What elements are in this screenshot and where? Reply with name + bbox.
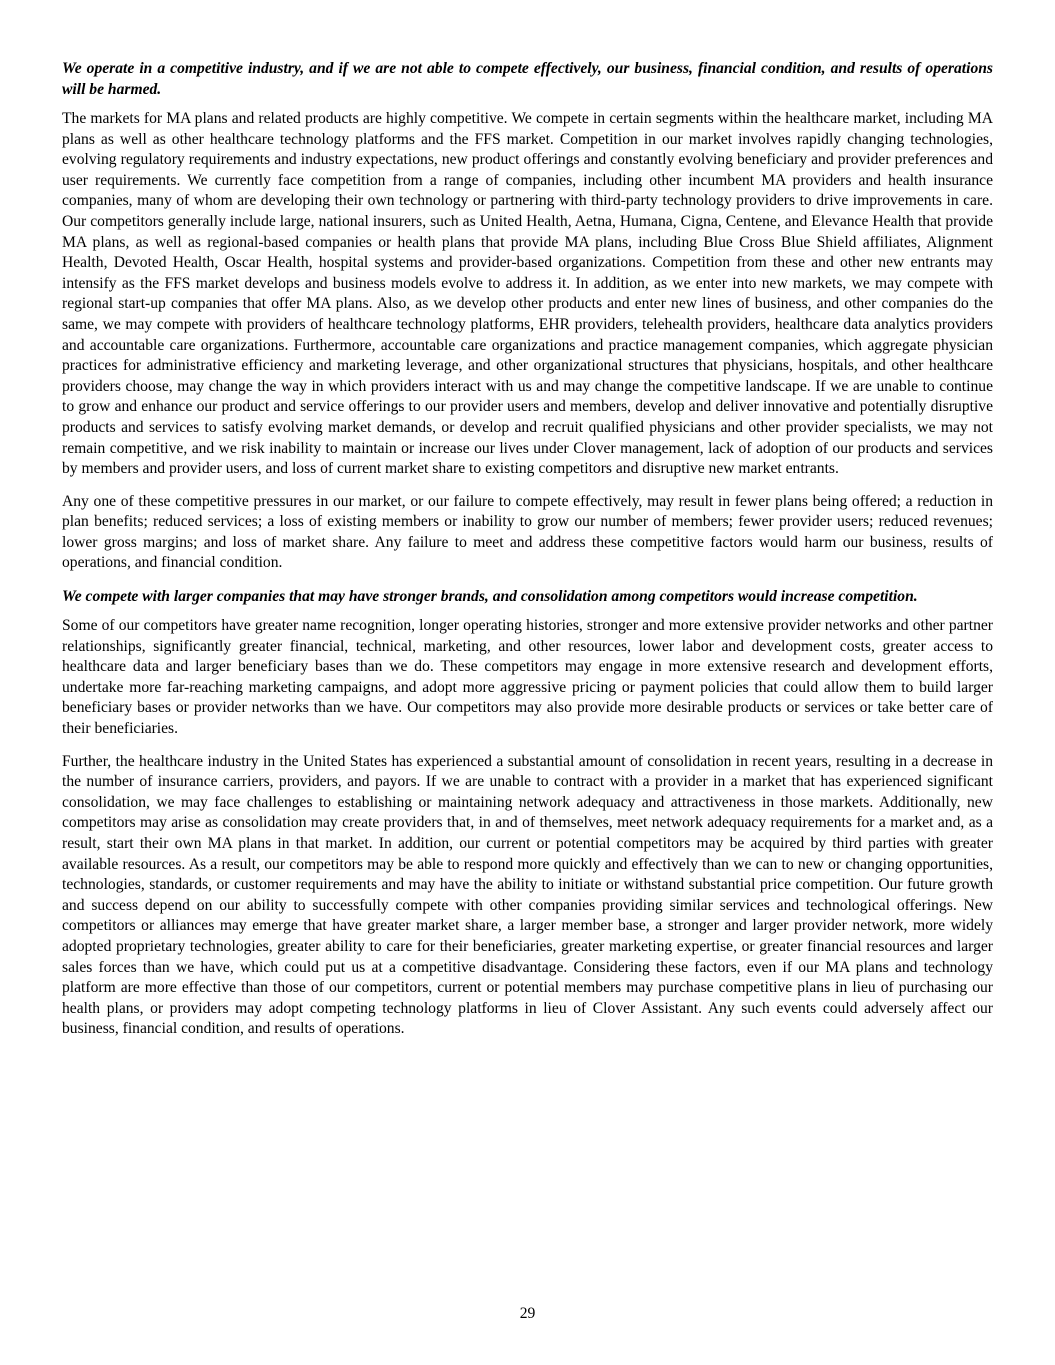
section-heading-larger-companies: We compete with larger companies that may have stronger brands, and consolidation among competitors would increase competition. <box>62 588 918 606</box>
paragraph-competitor-advantages: Some of our competitors have greater name recognition, longer operating histories, stronger and more extensive provider networks and other partner relationships, significantly greater financial, technical, marketing, and other resources, lower labor and development costs, greater access to healthcare data and larger beneficiary bases than we do. These competitors may engage in more extensive research and development efforts, undertake more far-reaching marketing campaigns, and adopt more aggressive pricing or payment policies that could allow them to build larger beneficiary bases or provider networks than we have. Our competitors may also provide more desirable products or services or take better care of their beneficiaries. <box>62 617 993 738</box>
document-page <box>62 58 993 1052</box>
paragraph-industry-consolidation: Further, the healthcare industry in the United States has experienced a substantial amount of consolidation in recent years, resulting in a decrease in the number of insurance carriers, providers, and payors. If we are unable to contract with a provider in a market that has experienced significant consolidation, we may face challenges to establishing or maintaining network adequacy and attractiveness in those markets. Additionally, new competitors may arise as consolidation may create providers that, in and of themselves, meet network adequacy requirements for a market and, as a result, start their own MA plans in that market. In addition, our current or potential competitors may be acquired by third parties with greater available resources. As a result, our competitors may be able to respond more quickly and effectively than we can to new or changing opportunities, technologies, standards, or customer requirements and may have the ability to initiate or withstand substantial price competition. Our future growth and success depend on our ability to successfully compete with other companies providing similar services and technological offerings. New competitors or alliances may emerge that have greater market share, a larger member base, a stronger and larger provider network, more widely adopted proprietary technologies, greater ability to care for their beneficiaries, greater marketing expertise, or greater financial resources and larger sales forces than we have, which could put us at a competitive disadvantage. Considering these factors, even if our MA plans and technology platform are more effective than those of our competitors, current or potential members may purchase competitive plans in lieu of purchasing our health plans, or providers may adopt competing technology platforms in lieu of Clover Assistant. Any such events could adversely affect our business, financial condition, and results of operations. <box>62 752 993 1038</box>
paragraph-markets-competitive: The markets for MA plans and related products are highly competitive. We compete in certain segments within the healthcare market, including MA plans as well as other healthcare technology platforms and the FFS market. Competition in our market involves rapidly changing technologies, evolving regulatory requirements and industry expectations, new product offerings and constantly evolving beneficiary and provider preferences and user requirements. We currently face competition from a range of companies, including other incumbent MA providers and health insurance companies, many of whom are developing their own technology or partnering with third-party technology providers to drive improvements in care. Our competitors generally include large, national insurers, such as United Health, Aetna, Humana, Cigna, Centene, and Elevance Health that provide MA plans, as well as regional-based companies or health plans that provide MA plans, including Blue Cross Blue Shield affiliates, Alignment Health, Devoted Health, Oscar Health, hospital systems and provider-based organizations. Competition from these and other new entrants may intensify as the FFS market develops and business models evolve to address it. In addition, as we enter into new markets, we may compete with regional start-up companies that offer MA plans. Also, as we develop other products and enter new lines of business, and other companies do the same, we may compete with providers of healthcare technology platforms, EHR providers, telehealth providers, healthcare data analytics providers and accountable care organizations. Furthermore, accountable care organizations and practice management companies, which aggregate physician practices for administrative efficiency and marketing leverage, and other organizational structures that physicians, hospitals, and other healthcare providers choose, may change the way in which providers interact with us and may change the competitive landscape. If we are unable to continue to grow and enhance our product and service offerings to our provider users and members, develop and deliver innovative and potentially disruptive products and services to satisfy evolving market demands, or develop and recruit qualified physicians and other provider specialists, we may not remain competitive, and we risk inability to maintain or increase our lives under Clover management, lack of adoption of our products and services by members and provider users, and loss of current market share to existing competitors and disruptive new market entrants. <box>62 110 993 478</box>
section-heading-competitive-industry: We operate in a competitive industry, and if we are not able to compete effectively, our business, financial condition, and results of operations will be harmed. <box>62 60 993 98</box>
page-number: 29 <box>519 1305 536 1322</box>
paragraph-competitive-pressures: Any one of these competitive pressures in our market, or our failure to compete effectively, may result in fewer plans being offered; a reduction in plan benefits; reduced services; a loss of existing members or inability to grow our number of members; fewer provider users; reduced revenues; lower gross margins; and loss of market share. Any failure to meet and address these competitive factors would harm our business, results of operations, and financial condition. <box>62 492 993 572</box>
